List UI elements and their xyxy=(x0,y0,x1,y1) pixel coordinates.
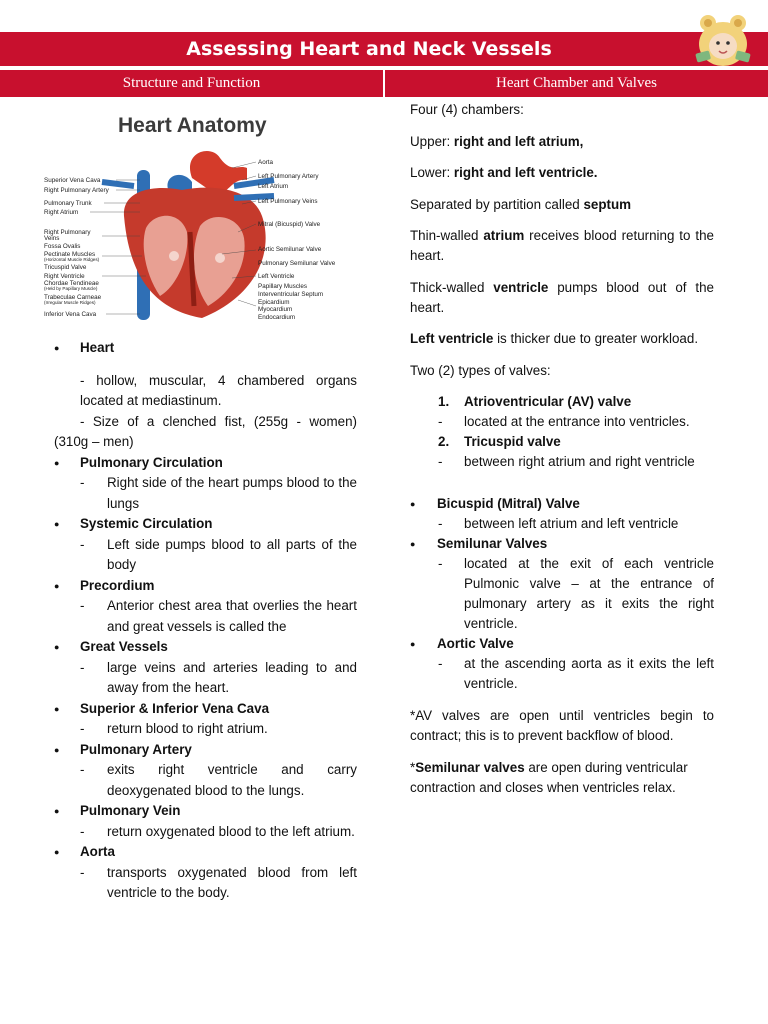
diagram-label: Tricuspid Valve xyxy=(44,264,87,271)
heart-description-2: - Size of a clenched fist, (255g - women) (310g – men) xyxy=(54,413,357,449)
list-item-description: - exits right ventricle and carry deoxygenated blood to the lungs. xyxy=(54,760,357,801)
term-list xyxy=(54,453,357,904)
paragraph: Upper: right and left atrium, xyxy=(410,133,584,149)
mascot-sticker-icon xyxy=(692,8,754,70)
diagram-label: Epicardium xyxy=(258,299,290,306)
diagram-label: Fossa Ovalis xyxy=(44,243,81,250)
chambers-valves-header: Heart Chamber and Valves xyxy=(385,70,768,97)
diagram-labels-left xyxy=(44,177,110,318)
list-item-description: - between left atrium and left ventricle xyxy=(410,514,714,534)
list-item: 2. Tricuspid valve xyxy=(438,434,561,449)
list-item: ● Bicuspid (Mitral) Valve xyxy=(410,494,714,514)
diagram-label: Left Pulmonary Veins xyxy=(258,198,318,205)
list-item-description: - Right side of the heart pumps blood to the lungs xyxy=(54,473,357,514)
paragraph: Four (4) chambers: xyxy=(410,102,524,117)
diagram-label: Right Pulmonary xyxy=(44,229,91,236)
diagram-label: Superior Vena Cava xyxy=(44,177,101,184)
paragraph: Separated by partition called septum xyxy=(410,196,632,212)
diagram-labels-right xyxy=(258,159,336,321)
list-item-description: - Anterior chest area that overlies the heart and great vessels is called the xyxy=(54,596,357,637)
list-item: ● Great Vessels xyxy=(54,637,357,658)
heart-description-1: - hollow, muscular, 4 chambered organs located at mediastinum. xyxy=(80,372,357,408)
diagram-label: Inferior Vena Cava xyxy=(44,311,97,318)
note: *AV valves are open until ventricles begin to contract; this is to prevent backflow of blood. xyxy=(410,708,714,743)
diagram-label: Left Atrium xyxy=(258,183,289,190)
diagram-label: Right Pulmonary Artery xyxy=(44,187,109,194)
diagram-label: (Horizontal Muscle Ridges) xyxy=(44,257,100,262)
heart-anatomy-diagram xyxy=(42,146,352,332)
list-item: ● Heart xyxy=(54,338,357,359)
diagram-label: (Held by Papillary Muscle) xyxy=(44,286,98,291)
note: *Semilunar valves are open during ventricular contraction and closes when ventricles relax. xyxy=(410,759,688,795)
diagram-label: Pulmonary Trunk xyxy=(44,200,92,207)
list-item-description: - located at the exit of each ventricle Pulmonic valve – at the entrance of pulmonary artery as it exits the right ventricle. xyxy=(410,554,714,634)
heart-illustration xyxy=(102,151,274,320)
diagram-label: Endocardium xyxy=(258,314,296,321)
list-item: 1. Atrioventricular (AV) valve xyxy=(438,394,632,409)
diagram-label: Aorta xyxy=(258,159,274,166)
list-item-description: - return blood to right atrium. xyxy=(54,719,357,740)
list-item: ● Precordium xyxy=(54,576,357,597)
list-item-description: - transports oxygenated blood from left ventricle to the body. xyxy=(54,863,357,904)
diagram-label: Myocardium xyxy=(258,306,293,313)
diagram-label: Interventricular Septum xyxy=(258,291,324,298)
diagram-label: Mitral (Bicuspid) Valve xyxy=(258,221,321,228)
diagram-label: Left Ventricle xyxy=(258,273,295,280)
paragraph: Left ventricle is thicker due to greater workload. xyxy=(410,331,699,346)
structure-function-header: Structure and Function xyxy=(0,70,383,97)
list-item-description: - Left side pumps blood to all parts of the body xyxy=(54,535,357,576)
list-item-description: - located at the entrance into ventricles. xyxy=(410,412,714,432)
diagram-label: (Irregular Muscle Ridges) xyxy=(44,300,96,305)
diagram-label: Aortic Semilunar Valve xyxy=(258,246,322,253)
diagram-label: Trabeculae Carneae xyxy=(44,294,102,301)
list-item: ● Aortic Valve xyxy=(410,634,714,654)
structure-function-column xyxy=(54,338,357,904)
paragraph: Thick-walled ventricle pumps blood out of the heart. xyxy=(410,279,714,315)
diagram-label: Left Pulmonary Artery xyxy=(258,173,319,180)
list-item-description: - between right atrium and right ventricle xyxy=(410,452,714,472)
paragraph: Lower: right and left ventricle. xyxy=(410,165,598,180)
paragraph: Thin-walled atrium receives blood returning to the heart. xyxy=(410,228,714,263)
list-item: ● Semilunar Valves xyxy=(410,534,714,554)
document-title: Assessing Heart and Neck Vessels xyxy=(0,32,768,66)
list-item: ● Aorta xyxy=(54,842,357,863)
list-item: ● Superior & Inferior Vena Cava xyxy=(54,699,357,720)
list-item-description: - at the ascending aorta as it exits the left ventricle. xyxy=(410,654,714,694)
diagram-label: Right Atrium xyxy=(44,209,79,216)
diagram-label: Veins xyxy=(44,235,60,242)
diagram-label: Papillary Muscles xyxy=(258,283,307,290)
list-item: ● Systemic Circulation xyxy=(54,514,357,535)
list-item: ● Pulmonary Circulation xyxy=(54,453,357,474)
list-item: ● Pulmonary Vein xyxy=(54,801,357,822)
chambers-valves-column xyxy=(410,100,714,809)
list-item-description: - large veins and arteries leading to and away from the heart. xyxy=(54,658,357,699)
list-item-description: - return oxygenated blood to the left atrium. xyxy=(54,822,357,843)
paragraph: Two (2) types of valves: xyxy=(410,362,551,378)
list-item: ● Pulmonary Artery xyxy=(54,740,357,761)
diagram-label: Right Ventricle xyxy=(44,273,85,280)
diagram-title: Heart Anatomy xyxy=(118,114,267,137)
diagram-label: Chordae Tendineae xyxy=(44,280,99,287)
diagram-label: Pectinate Muscles xyxy=(44,251,96,258)
diagram-label: Pulmonary Semilunar Valve xyxy=(258,260,336,267)
